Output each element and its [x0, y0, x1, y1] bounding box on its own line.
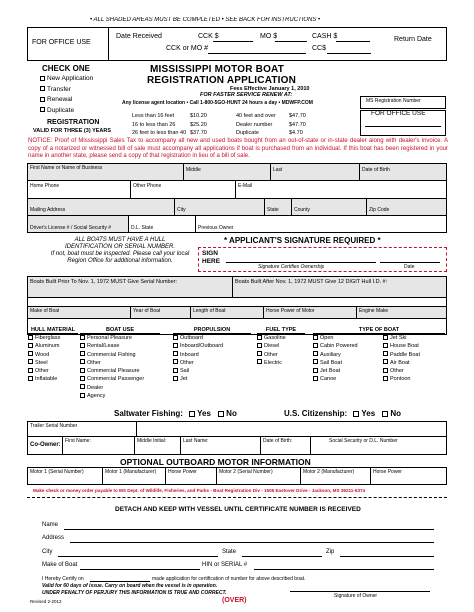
saltwater-no[interactable]: No	[218, 409, 237, 418]
registration-label: REGISTRATION	[47, 119, 100, 126]
office-use-label: FOR OFFICE USE	[32, 39, 91, 46]
hull-option[interactable]: Fiberglass	[28, 334, 78, 342]
hull-option[interactable]: Other	[28, 367, 78, 375]
option-transfer[interactable]: Transfer	[40, 85, 93, 96]
propulsion-option[interactable]: Outboard	[173, 334, 251, 342]
check-one-title: CHECK ONE	[42, 64, 91, 73]
receipt-city-label: City	[42, 549, 53, 555]
receipt-perjury: UNDER PENALTY OF PERJURY THIS INFORMATION IS TRUE AND CORRECT.	[42, 590, 227, 596]
receipt-sig-owner: Signature of Owner	[334, 593, 378, 599]
hull-option[interactable]: Wood	[28, 351, 78, 359]
check-one-options	[40, 74, 93, 116]
option-duplicate[interactable]: Duplicate	[40, 106, 93, 117]
boat-type-option[interactable]: Auxiliary	[313, 351, 383, 359]
engine-label: Engine Make	[359, 308, 389, 314]
boat-type-option[interactable]: Paddle Boat	[383, 351, 443, 359]
hp-label: Horse Power of Motor	[266, 308, 315, 314]
checkbox-icon[interactable]	[40, 107, 45, 112]
dl-state-label: D.L. State	[131, 225, 154, 231]
payable-note: Make check or money order payable to MS Dept. of Wildlife, Fisheries, and Parks - Boat Registration Div - 1505 Eastover Drive - Jackson, MS 39211-6374	[33, 488, 366, 493]
faster-service: FOR FASTER SERVICE RENEW AT:	[200, 92, 293, 98]
hull-option[interactable]: Aluminum	[28, 342, 78, 350]
hull-material-group	[28, 327, 78, 384]
boat-use-option[interactable]: Commercial Pleasure	[80, 367, 160, 375]
boat-type-option[interactable]: Pontoon	[383, 375, 443, 383]
sign-here-label: SIGN HERE	[202, 250, 221, 265]
co-last-label: Last Name:	[183, 438, 209, 444]
option-new-application[interactable]: New Application	[40, 74, 93, 85]
propulsion-option[interactable]: Inboard	[173, 351, 251, 359]
county-label: County	[294, 207, 310, 213]
boat-type-option[interactable]: Other	[383, 367, 443, 375]
boat-type-option[interactable]: Cabin Powered	[313, 342, 383, 350]
receipt-address-label: Address	[42, 535, 65, 541]
co-first-label: First Name:	[65, 438, 91, 444]
m2-mfr-label: Motor 2 (Manufacturer)	[303, 469, 355, 475]
valid-three-years: VALID FOR THREE (3) YEARS	[33, 128, 112, 134]
m1-serial-label: Motor 1 (Serial Number)	[30, 469, 84, 475]
co-owner-label: Co-Owner:	[30, 442, 61, 448]
ms-registration-label: MS Registration Number	[366, 98, 421, 104]
prev-owner-label: Previous Owner	[198, 225, 234, 231]
boat-use-option[interactable]: Personal Pleasure	[80, 334, 160, 342]
option-renewal[interactable]: Renewal	[40, 95, 93, 106]
middle-label: Middle	[186, 167, 201, 173]
type-of-boat-group	[313, 327, 445, 384]
citizenship-no[interactable]: No	[382, 409, 401, 418]
detach-note: DETACH AND KEEP WITH VESSEL UNTIL CERTIFICATE NUMBER IS RECEIVED	[115, 506, 361, 513]
zip-label: Zip Code	[369, 207, 390, 213]
checkbox-icon[interactable]	[40, 76, 45, 81]
co-middle-label: Middle Initial:	[137, 438, 167, 444]
co-dob-label: Date of Birth:	[263, 438, 293, 444]
fuel-option[interactable]: Electric	[257, 359, 305, 367]
mailing-label: Mailing Address	[30, 207, 66, 213]
co-ssn-label: Social Security or D.L. Number	[329, 438, 398, 444]
boat-use-group	[80, 327, 160, 400]
hull-note: ALL BOATS MUST HAVE A HULL IDENTIFICATION OR SERIAL NUMBER. If not, boat must be inspected. Please call your local Region Office for additional information.	[50, 237, 190, 264]
fee-table	[132, 112, 357, 138]
signature-cert: Signature Certifies Ownership	[258, 264, 325, 270]
boat-use-option[interactable]: Commercial Passenger	[80, 375, 160, 383]
date-received-label: Date Received	[116, 33, 162, 40]
checkbox-icon[interactable]	[40, 97, 45, 102]
fuel-option[interactable]: Gasoline	[257, 334, 305, 342]
email-label: E-Mail	[238, 183, 253, 189]
dob-label: Date of Birth	[362, 167, 390, 173]
type-of-boat-title: TYPE OF BOAT	[313, 327, 445, 334]
boats-before-label: Boats Built Prior To Nov. 1, 1972 MUST Give Serial Number:	[30, 279, 178, 285]
boat-use-option[interactable]: Rental/Lease	[80, 342, 160, 350]
checkbox-icon[interactable]	[40, 86, 45, 91]
cck-mo-label: CCK or MO #	[166, 45, 209, 52]
over-label: (OVER)	[222, 597, 247, 604]
boat-use-title: BOAT USE	[80, 327, 160, 334]
receipt-certify-label: I Hereby Certify on	[42, 576, 84, 582]
propulsion-group	[173, 327, 251, 384]
revised-label: Revised 2-2012	[30, 599, 62, 604]
boat-type-option[interactable]: Open	[313, 334, 383, 342]
m1-hp-label: Horse Power	[168, 469, 197, 475]
m2-hp-label: Horse Power	[373, 469, 402, 475]
citizenship-yes[interactable]: Yes	[353, 409, 375, 418]
hull-material-title: HULL MATERIAL	[28, 327, 78, 334]
receipt-zip-label: Zip	[326, 549, 335, 555]
cc-label: CC$	[312, 45, 327, 52]
form-title-line2: REGISTRATION APPLICATION	[147, 75, 297, 86]
receipt-hin-label: HIN or SERIAL #	[202, 562, 248, 568]
hull-option[interactable]: Steel	[28, 359, 78, 367]
state-label: State	[267, 207, 279, 213]
propulsion-option[interactable]: Inboard/Outboard	[173, 342, 251, 350]
boat-type-option[interactable]: Air Boat	[383, 359, 443, 367]
propulsion-option[interactable]: Sail	[173, 367, 251, 375]
boat-type-option[interactable]: Canoe	[313, 375, 383, 383]
boat-use-option[interactable]: Commercial Fishing	[80, 351, 160, 359]
boat-type-option[interactable]: Jet Ski	[383, 334, 443, 342]
receipt-state-label: State	[222, 549, 237, 555]
receipt-valid60: Valid for 60 days of issue. Carry on board when the vessel is in operation.	[42, 583, 218, 589]
city-label: City	[177, 207, 186, 213]
year-label: Year of Boat	[133, 308, 161, 314]
boat-use-option[interactable]: Dealer	[80, 384, 160, 392]
cash-label: CASH $	[312, 33, 338, 40]
signature-required: * APPLICANT'S SIGNATURE REQUIRED *	[224, 236, 381, 245]
length-label: Length of Boat	[193, 308, 226, 314]
m2-serial-label: Motor 2 (Serial Number)	[219, 469, 273, 475]
agent-info: Any license agent location • Call 1-800-5GO-HUNT 24 hours a day • MDWFP.COM	[122, 100, 313, 106]
receipt-made-app: made application for certification of number for above described boat.	[152, 576, 306, 582]
fuel-option[interactable]: Diesel	[257, 342, 305, 350]
boat-type-option[interactable]: Sail Boat	[313, 359, 383, 367]
saltwater-yes[interactable]: Yes	[189, 409, 211, 418]
boats-after-label: Boats Built After Nov. 1, 1972 MUST Give 12 DIGIT Hull I.D. #:	[235, 279, 388, 285]
saltwater-row: Saltwater Fishing: Yes No	[114, 409, 237, 418]
trailer-label: Trailer Serial Number	[30, 423, 78, 429]
other-phone-label: Other Phone	[133, 183, 162, 189]
last-label: Last	[273, 167, 283, 173]
propulsion-option[interactable]: Other	[173, 359, 251, 367]
hull-option[interactable]: Inflatable	[28, 375, 78, 383]
first-name-label: First Name or Name of Business	[30, 165, 103, 171]
cck-label: CCK $	[198, 33, 219, 40]
signature-date-label: Date	[404, 264, 415, 270]
boat-use-option[interactable]: Agency	[80, 392, 160, 400]
mo-label: MO $	[260, 33, 278, 40]
boat-type-option[interactable]: Jet Boat	[313, 367, 383, 375]
office-use-right-label: FOR OFFICE USE	[371, 110, 426, 117]
m1-mfr-label: Motor 1 (Manufacturer)	[105, 469, 157, 475]
home-phone-label: Home Phone	[30, 183, 60, 189]
boat-type-option[interactable]: House Boat	[383, 342, 443, 350]
return-date-label: Return Date	[394, 36, 432, 43]
outboard-title: OPTIONAL OUTBOARD MOTOR INFORMATION	[120, 457, 311, 467]
dl-label: Driver's License # / Social Security #	[30, 225, 111, 231]
form-title-line1: MISSISSIPPI MOTOR BOAT	[150, 64, 285, 75]
fuel-type-group	[257, 327, 305, 367]
fee-row: Less than 16 feet $10.20 40 feet and over $47.70	[132, 113, 306, 119]
receipt-make-label: Make of Boat	[42, 562, 78, 568]
make-label: Make of Boat	[30, 308, 60, 314]
boat-use-option[interactable]: Other	[80, 359, 160, 367]
header-note: • ALL SHADED AREAS MUST BE COMPLETED • SEE BACK FOR INSTRUCTIONS •	[90, 17, 321, 23]
fuel-type-title: FUEL TYPE	[257, 327, 305, 334]
propulsion-option[interactable]: Jet	[173, 375, 251, 383]
fees-effective: Fees Effective January 1, 2010	[230, 86, 310, 92]
fee-row: 16 to less than 26 $25.20 Dealer number $47.70	[132, 121, 306, 128]
receipt-name-label: Name	[42, 522, 59, 528]
notice-text: NOTICE: Proof of Mississippi Sales Tax to accompany all new and used boats bought from an out-of-state or in-state dealer along with dealer's invoice. A copy of a notarized or witnessed bill of sale must accompany all applications if boat is purchased from an individual. If this boat has been registered in your name in another state, please send a copy of that registration in lieu of a bill of sale.	[28, 138, 448, 159]
propulsion-title: PROPULSION	[173, 327, 251, 334]
fuel-option[interactable]: Other	[257, 351, 305, 359]
fee-row: 26 feet to less than 40 $37.70 Duplicate $4.70	[132, 130, 303, 136]
citizenship-row: U.S. Citizenship: Yes No	[284, 409, 402, 418]
